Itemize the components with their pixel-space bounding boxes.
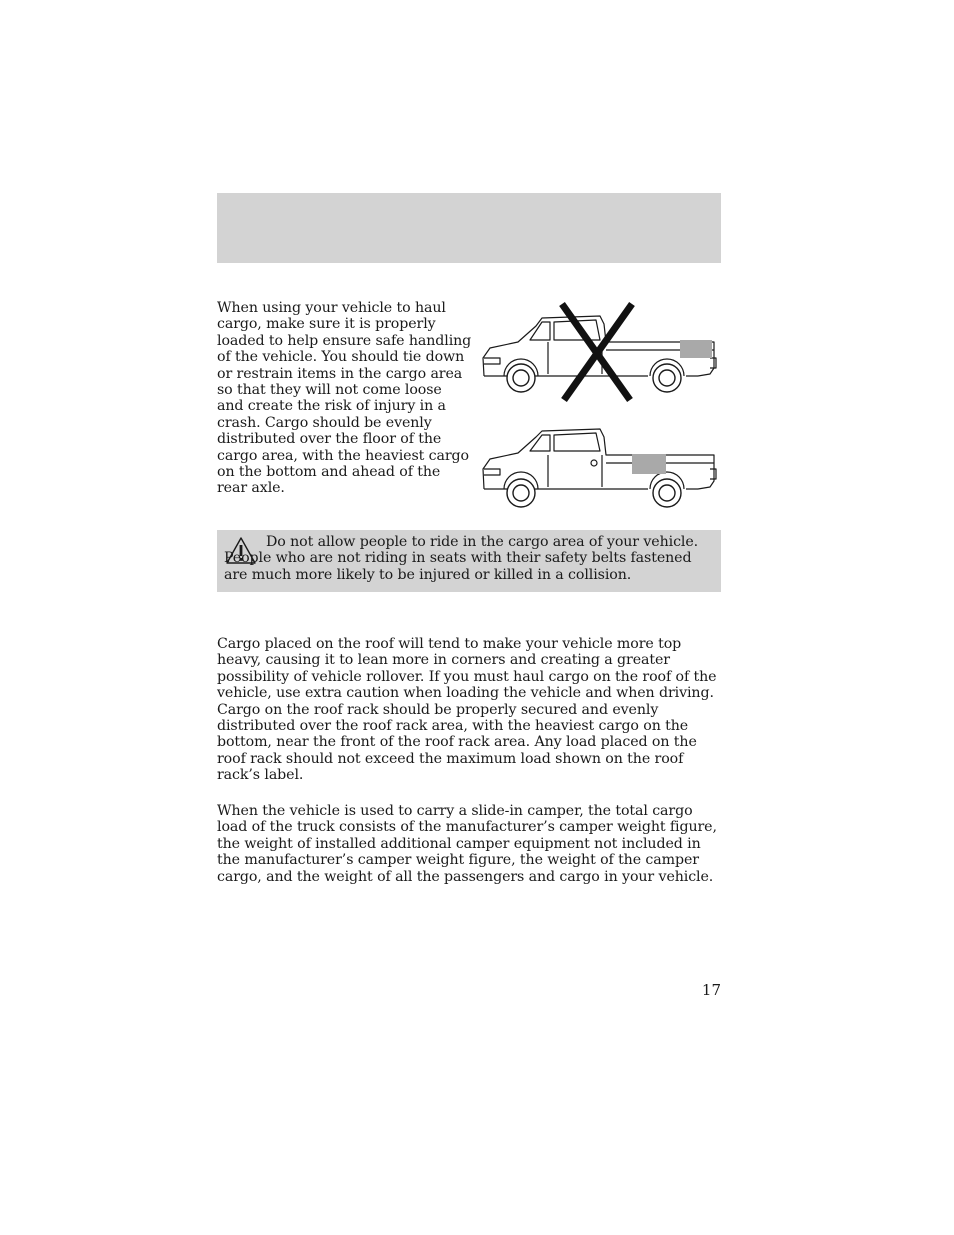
slide-in-camper-paragraph: When the vehicle is used to carry a slide-in camper, the total cargo load of the truck consists of the manufacturer’s camper weight figure, the weight of installed additional camper equipment not included in the manufacturer’s camper weight figure, the weight of the camper cargo, and the weight of all the passengers and cargo in your vehicle. [217,803,717,885]
cargo-loading-paragraph: When using your vehicle to haul cargo, make sure it is properly loaded to help ensure safe handling of the vehicle. You should tie down or restrain items in the cargo area so that they will not come loose and create the risk of injury in a crash. Cargo should be evenly distributed over the floor of the cargo area, with the heaviest cargo on the bottom and ahead of the rear axle. [217,300,472,497]
section-header-band [217,193,721,263]
truck-cargo-incorrect-illustration [478,298,721,406]
cargo-box-rear [680,340,712,358]
roof-cargo-paragraph: Cargo placed on the roof will tend to make your vehicle more top heavy, causing it to lean more in corners and creating a greater possibility of vehicle rollover. If you must haul cargo on the roof of the vehicle, use extra caution when loading the vehicle and when driving. Cargo on the roof rack should be properly secured and evenly distributed over the roof rack area, with the heaviest cargo on the bottom, near the front of the roof rack area. Any load placed on the roof rack should not exceed the maximum load shown on the roof rack’s label. [217,636,717,784]
truck-cargo-correct-illustration [478,425,721,517]
warning-text: Do not allow people to ride in the cargo area of your vehicle. People who are not riding in seats with their safety belts fastened are much more likely to be injured or killed in a collision. [224,534,699,583]
page-number: 17 [701,981,721,999]
crossed-out-x-icon [562,304,632,400]
cargo-box-forward [632,454,666,474]
safety-warning-box [217,530,721,592]
